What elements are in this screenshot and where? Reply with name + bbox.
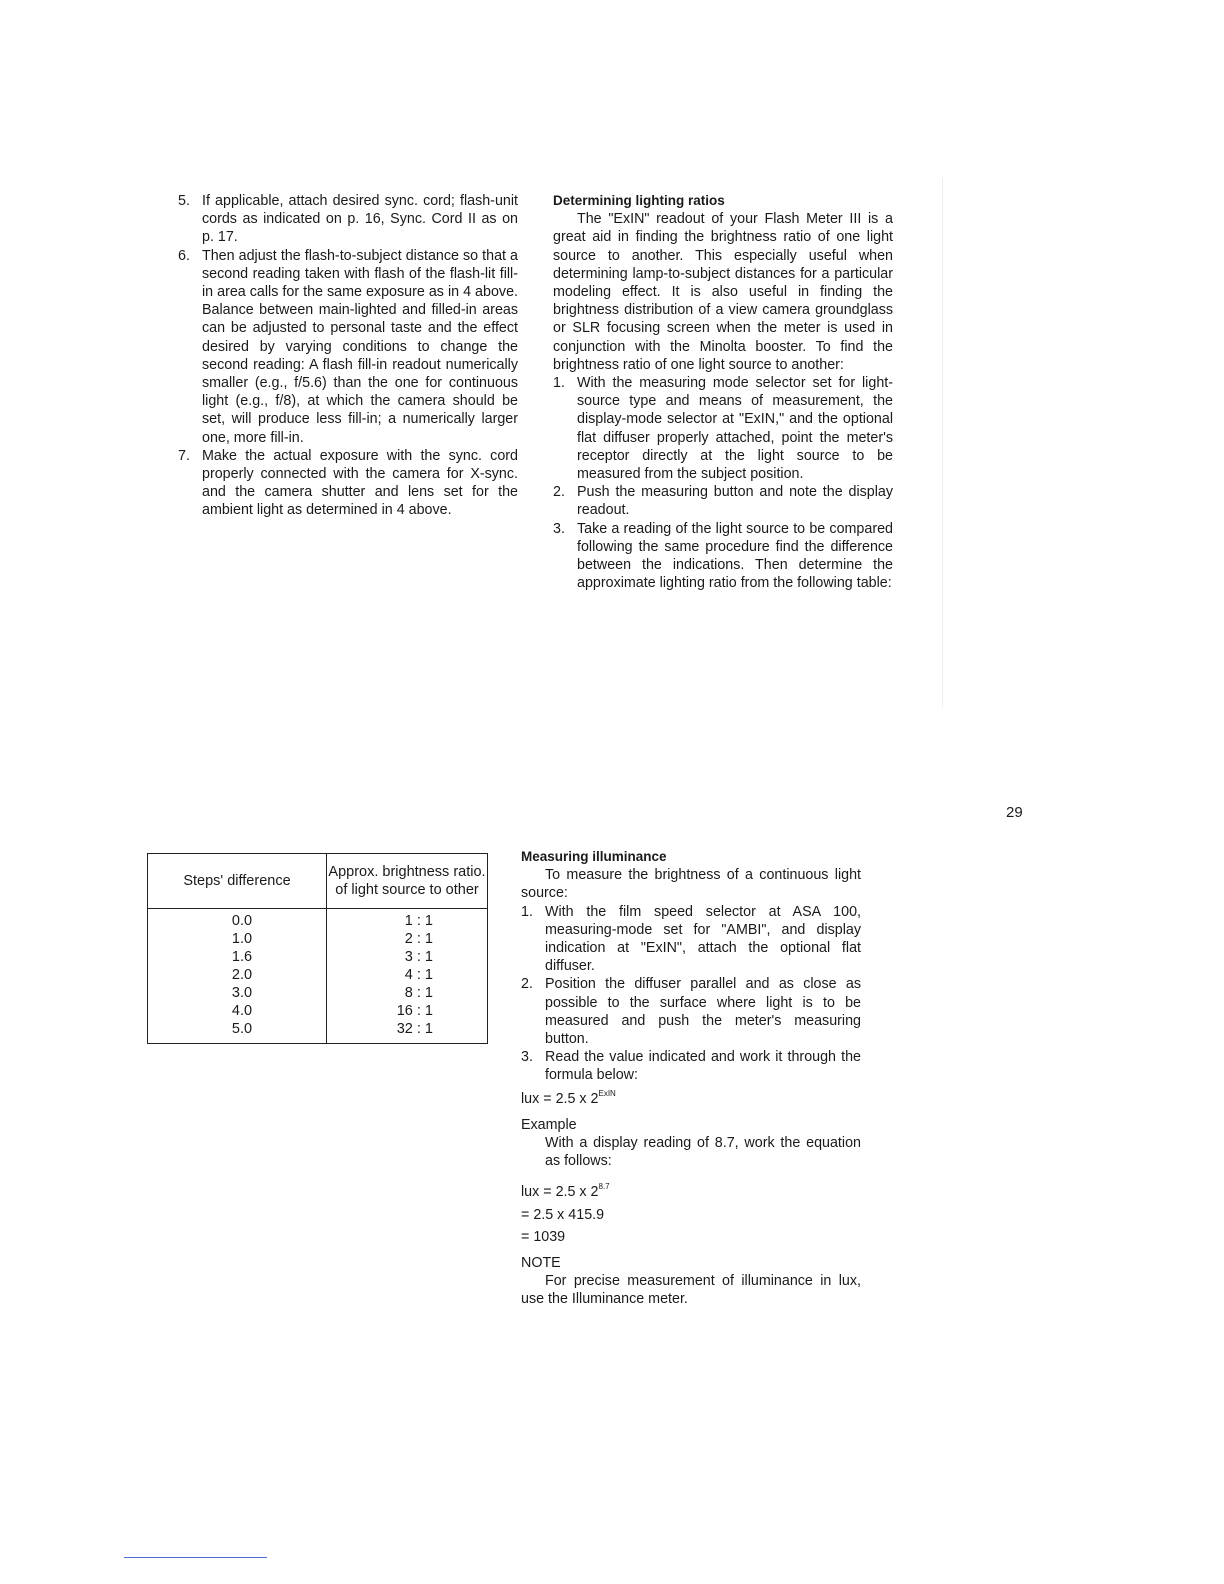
section-heading-lighting-ratios: Determining lighting ratios <box>553 193 725 208</box>
example-text: With a display reading of 8.7, work the equation as follows: <box>545 1135 861 1170</box>
header-steps-difference: Steps' difference <box>148 854 327 909</box>
cell-steps: 5.0 <box>148 1020 327 1044</box>
list-item-number: 7. <box>178 447 190 464</box>
list-item-text: Position the diffuser parallel and as close as possible to the surface where light is to be measured and push the meter's measuring button. <box>545 976 861 1048</box>
example-equation-2: = 2.5 x 415.9 <box>521 1206 605 1223</box>
list-item <box>553 520 893 593</box>
list-item <box>521 975 861 1048</box>
lighting-ratio-table <box>147 853 488 1044</box>
page-number: 29 <box>1006 804 1023 821</box>
table-row <box>148 966 488 984</box>
list-item-number: 6. <box>178 247 190 264</box>
cell-steps: 0.0 <box>148 909 327 931</box>
list-item <box>521 903 861 976</box>
list-item-text: Push the measuring button and note the display readout. <box>577 484 893 519</box>
table-row <box>148 984 488 1002</box>
example-equation-1 <box>521 1178 861 1201</box>
list-item <box>178 192 518 247</box>
table-row <box>148 1002 488 1020</box>
list-item-number: 2. <box>553 484 565 501</box>
cell-steps: 2.0 <box>148 966 327 984</box>
equation-1-base: lux = 2.5 x 2 <box>521 1184 599 1201</box>
cell-ratio: 8 : 1 <box>404 985 433 1001</box>
list-item-text: If applicable, attach desired sync. cord; flash-unit cords as indicated on p. 16, Sync. Cord II as on p. 17. <box>202 193 518 246</box>
page-fold-line <box>942 178 943 708</box>
list-item <box>178 247 518 447</box>
list-item-number: 5. <box>178 193 190 209</box>
list-item-text: Make the actual exposure with the sync. cord properly connected with the camera for X-sync. and the camera shutter and lens set for the ambient light as determined in 4 above. <box>202 447 518 519</box>
table-row <box>148 1020 488 1044</box>
cell-steps: 1.0 <box>148 930 327 948</box>
table-row <box>148 909 488 931</box>
list-item-number: 3. <box>553 520 565 537</box>
list-item-text: Then adjust the flash-to-subject distance so that a second reading taken with flash of the flash-lit fill-in area calls for the same exposure as in 4 above. Balance between main-lighted and filled-in areas can be adjusted to personal taste and the effect desired by varying conditions to change the second reading: A flash fill-in readout numerically smaller (e.g., f/5.6) than the one for continuous light (e.g., f/8), at which the camera should be set, will produce less fill-in; a numerically larger one, more fill-in. <box>202 247 518 446</box>
cell-steps: 4.0 <box>148 1002 327 1020</box>
list-item-text: With the film speed selector at ASA 100, measuring-mode set for "AMBI", and display indication at "ExIN", attach the optional flat diffuser. <box>545 903 861 975</box>
lux-formula-exponent: ExIN <box>598 1088 616 1098</box>
procedure-list-left <box>178 192 518 520</box>
equation-1-exponent: 8.7 <box>598 1182 610 1192</box>
header-brightness-ratio: Approx. brightness ratio. of light source to other <box>327 854 488 909</box>
example-equation-3: = 1039 <box>521 1228 566 1245</box>
table-header-row <box>148 854 488 909</box>
list-item-number: 1. <box>521 903 533 920</box>
cell-ratio: 3 : 1 <box>404 949 433 965</box>
cell-ratio: 4 : 1 <box>404 967 433 983</box>
list-item-text: With the measuring mode selector set for light-source type and means of measurement, the display-mode selector at "ExIN," and the optional flat diffuser properly attached, point the meter's receptor directly at the light source to be measured from the subject position. <box>577 375 893 483</box>
cell-ratio: 1 : 1 <box>404 913 433 929</box>
illuminance-column <box>521 848 861 1309</box>
example-label: Example <box>521 1116 577 1133</box>
list-item <box>521 1048 861 1084</box>
intro-paragraph: The "ExIN" readout of your Flash Meter III is a great aid in finding the brightness ratio of one light source to another. This especially useful when determining lamp-to-subject distances for a particular modeling effect. It is also useful in finding the brightness distribution of a view camera groundglass or SLR focusing screen when the meter is used in conjunction with the Minolta booster. To find the brightness ratio of one light source to another: <box>553 211 893 373</box>
table-row <box>148 948 488 966</box>
illuminance-steps-list <box>521 903 861 1085</box>
note-label: NOTE <box>521 1255 561 1272</box>
cell-steps: 1.6 <box>148 948 327 966</box>
left-top-column <box>178 192 518 520</box>
cell-steps: 3.0 <box>148 984 327 1002</box>
cell-ratio: 16 : 1 <box>396 1003 433 1019</box>
list-item-number: 3. <box>521 1049 533 1066</box>
list-item-text: Read the value indicated and work it through the formula below: <box>545 1049 861 1084</box>
list-item-text: Take a reading of the light source to be compared following the same procedure find the difference between the indications. Then determine the approximate lighting ratio from the following table: <box>577 520 893 592</box>
right-top-column <box>553 192 893 592</box>
lux-formula <box>521 1085 861 1108</box>
illuminance-intro: To measure the brightness of a continuous light source: <box>521 867 861 902</box>
list-item <box>553 483 893 519</box>
list-item-number: 2. <box>521 976 533 993</box>
list-item <box>178 447 518 520</box>
lux-formula-base: lux = 2.5 x 2 <box>521 1090 599 1107</box>
list-item-number: 1. <box>553 375 565 392</box>
section-heading-illuminance: Measuring illuminance <box>521 849 667 864</box>
list-item <box>553 374 893 483</box>
cell-ratio: 2 : 1 <box>404 931 433 947</box>
footer-rule <box>124 1557 267 1558</box>
table-row <box>148 930 488 948</box>
procedure-list-right <box>553 374 893 592</box>
note-text: For precise measurement of illuminance in lux, use the Illuminance meter. <box>521 1273 861 1308</box>
cell-ratio: 32 : 1 <box>396 1021 433 1037</box>
